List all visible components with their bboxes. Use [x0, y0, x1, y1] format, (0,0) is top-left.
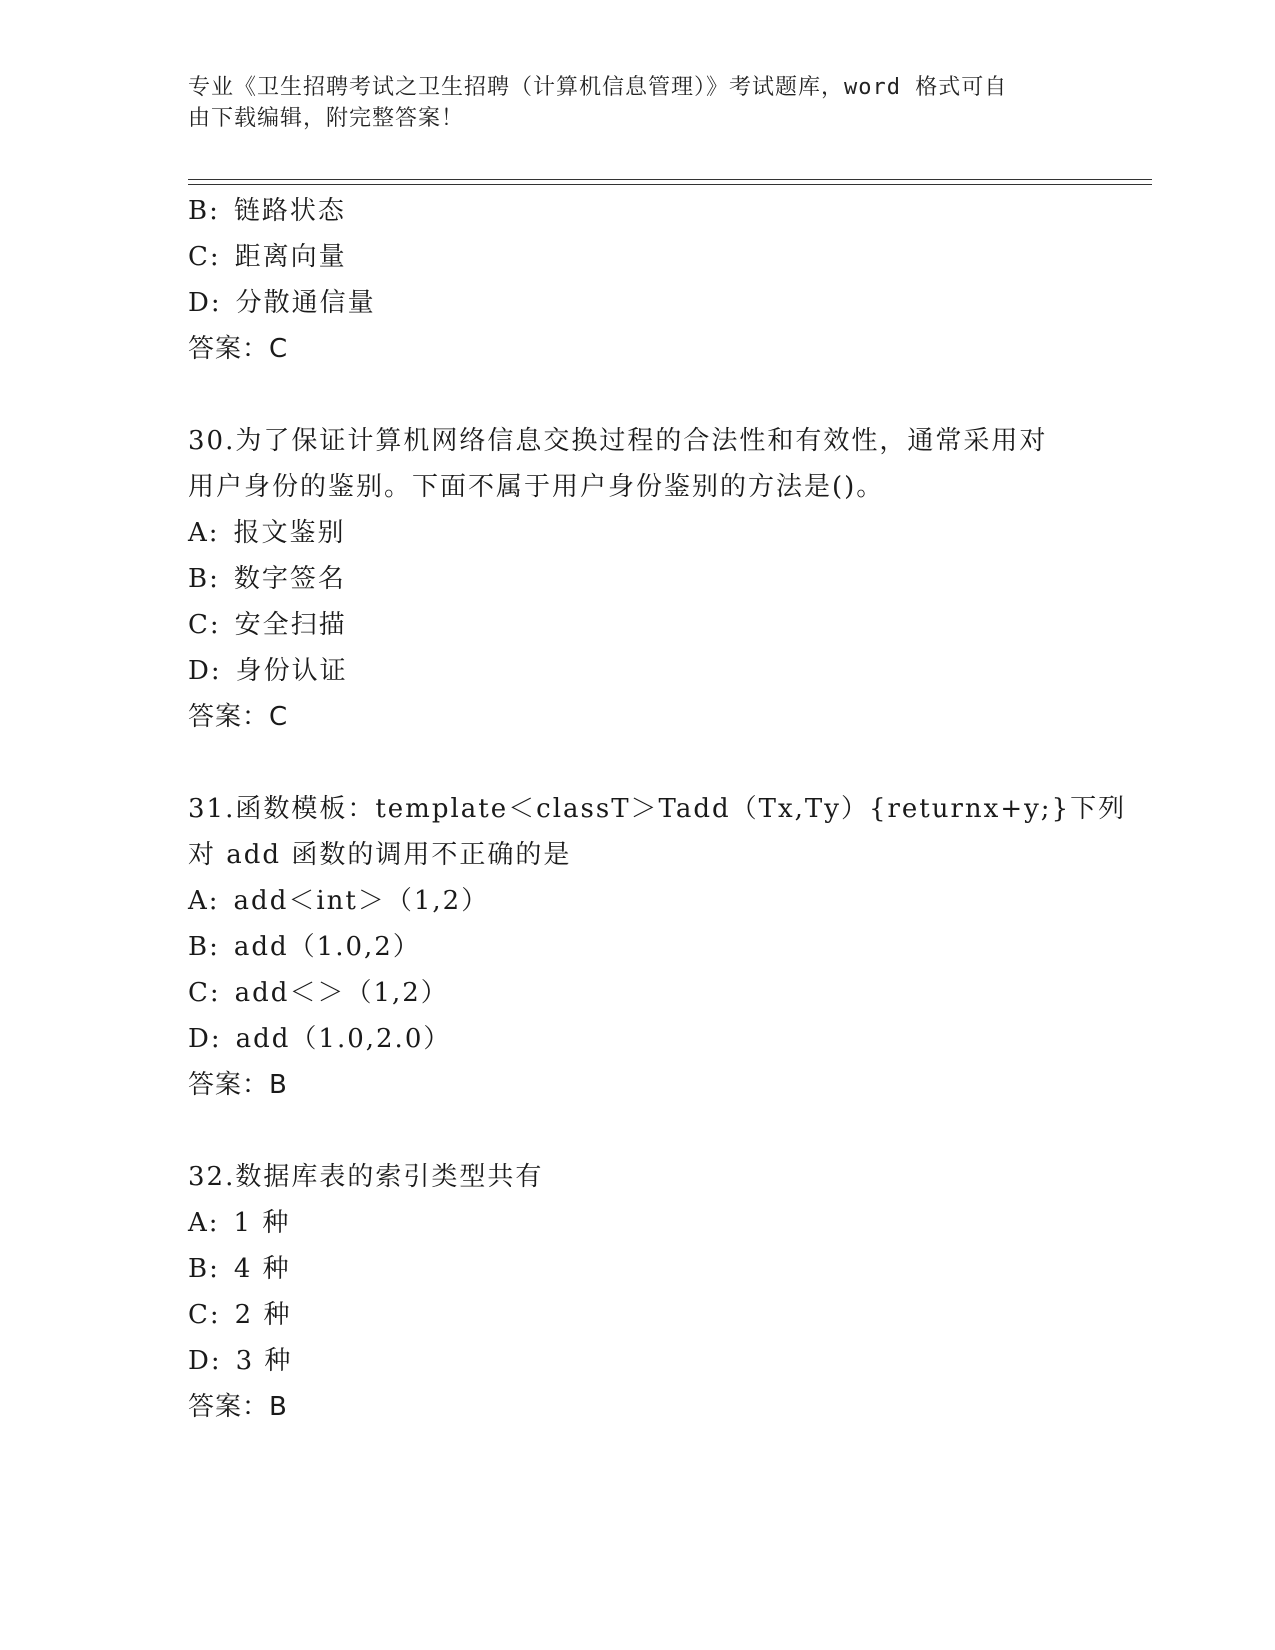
- option-row: [188, 280, 1148, 326]
- option-text: 身份认证: [235, 656, 348, 686]
- stem-line: 30.为了保证计算机网络信息交换过程的合法性和有效性，通常采用对: [188, 426, 1048, 456]
- option-letter: A:: [188, 886, 220, 916]
- option-letter: B:: [188, 564, 220, 594]
- option-text: 安全扫描: [234, 610, 347, 640]
- option-row: [188, 1200, 1148, 1246]
- option-letter: B:: [188, 932, 220, 962]
- question-31: [188, 786, 1148, 1108]
- option-row: [188, 924, 1148, 970]
- option-letter: D:: [188, 656, 222, 686]
- option-row: [188, 1292, 1148, 1338]
- option-text: 数字签名: [233, 564, 346, 594]
- option-letter: D:: [188, 1346, 222, 1376]
- option-row: [188, 556, 1148, 602]
- option-row: [188, 602, 1148, 648]
- option-row: [188, 970, 1148, 1016]
- option-row: [188, 648, 1148, 694]
- stem-line: 31.函数模板：template＜classT＞Tadd（Tx,Ty）{returnx+y;}下列: [188, 794, 1127, 824]
- document-header: [188, 72, 1088, 134]
- question-stem: [188, 1154, 1088, 1200]
- question-30: [188, 418, 1148, 740]
- stem-line: 用户身份的鉴别。下面不属于用户身份鉴别的方法是()。: [188, 472, 885, 502]
- answer-line: 答案：C: [188, 702, 289, 732]
- option-text: 3 种: [235, 1346, 293, 1376]
- option-letter: C:: [188, 978, 221, 1008]
- option-letter: C:: [188, 242, 221, 272]
- question-stem: [188, 418, 1088, 510]
- option-letter: B:: [188, 196, 220, 226]
- option-text: 2 种: [234, 1300, 292, 1330]
- option-row: [188, 510, 1148, 556]
- option-letter: B:: [188, 1254, 220, 1284]
- answer-line: 答案：C: [188, 334, 289, 364]
- option-row: [188, 1016, 1148, 1062]
- header-line-1: 专业《卫生招聘考试之卫生招聘（计算机信息管理）》考试题库，word 格式可自: [188, 75, 1008, 100]
- option-row: [188, 1338, 1148, 1384]
- question-32: [188, 1154, 1148, 1430]
- option-letter: D:: [188, 288, 222, 318]
- answer-line: 答案：B: [188, 1392, 288, 1422]
- option-text: add（1.0,2.0）: [235, 1024, 452, 1054]
- option-row: [188, 188, 1148, 234]
- option-text: 链路状态: [233, 196, 346, 226]
- header-line-2: 由下载编辑，附完整答案！: [188, 106, 465, 131]
- stem-line: 32.数据库表的索引类型共有: [188, 1162, 544, 1192]
- option-letter: D:: [188, 1024, 222, 1054]
- option-row: [188, 878, 1148, 924]
- option-letter: A:: [188, 518, 220, 548]
- option-text: 4 种: [233, 1254, 291, 1284]
- option-row: [188, 1246, 1148, 1292]
- option-text: 距离向量: [234, 242, 347, 272]
- option-text: add（1.0,2）: [233, 932, 421, 962]
- option-text: add＜＞（1,2）: [234, 978, 449, 1008]
- question-stem: [188, 786, 1127, 878]
- option-text: 分散通信量: [235, 288, 376, 318]
- question-29-tail: [188, 188, 1148, 372]
- header-divider-top: [188, 179, 1152, 180]
- stem-line: 对 add 函数的调用不正确的是: [188, 840, 572, 870]
- option-text: 1 种: [233, 1208, 291, 1238]
- option-row: [188, 234, 1148, 280]
- header-divider-bottom: [188, 184, 1152, 185]
- option-letter: C:: [188, 610, 221, 640]
- option-text: add＜int＞（1,2）: [233, 886, 490, 916]
- question-list: [188, 188, 1148, 1430]
- option-text: 报文鉴别: [233, 518, 346, 548]
- option-letter: C:: [188, 1300, 221, 1330]
- answer-line: 答案：B: [188, 1070, 288, 1100]
- option-letter: A:: [188, 1208, 220, 1238]
